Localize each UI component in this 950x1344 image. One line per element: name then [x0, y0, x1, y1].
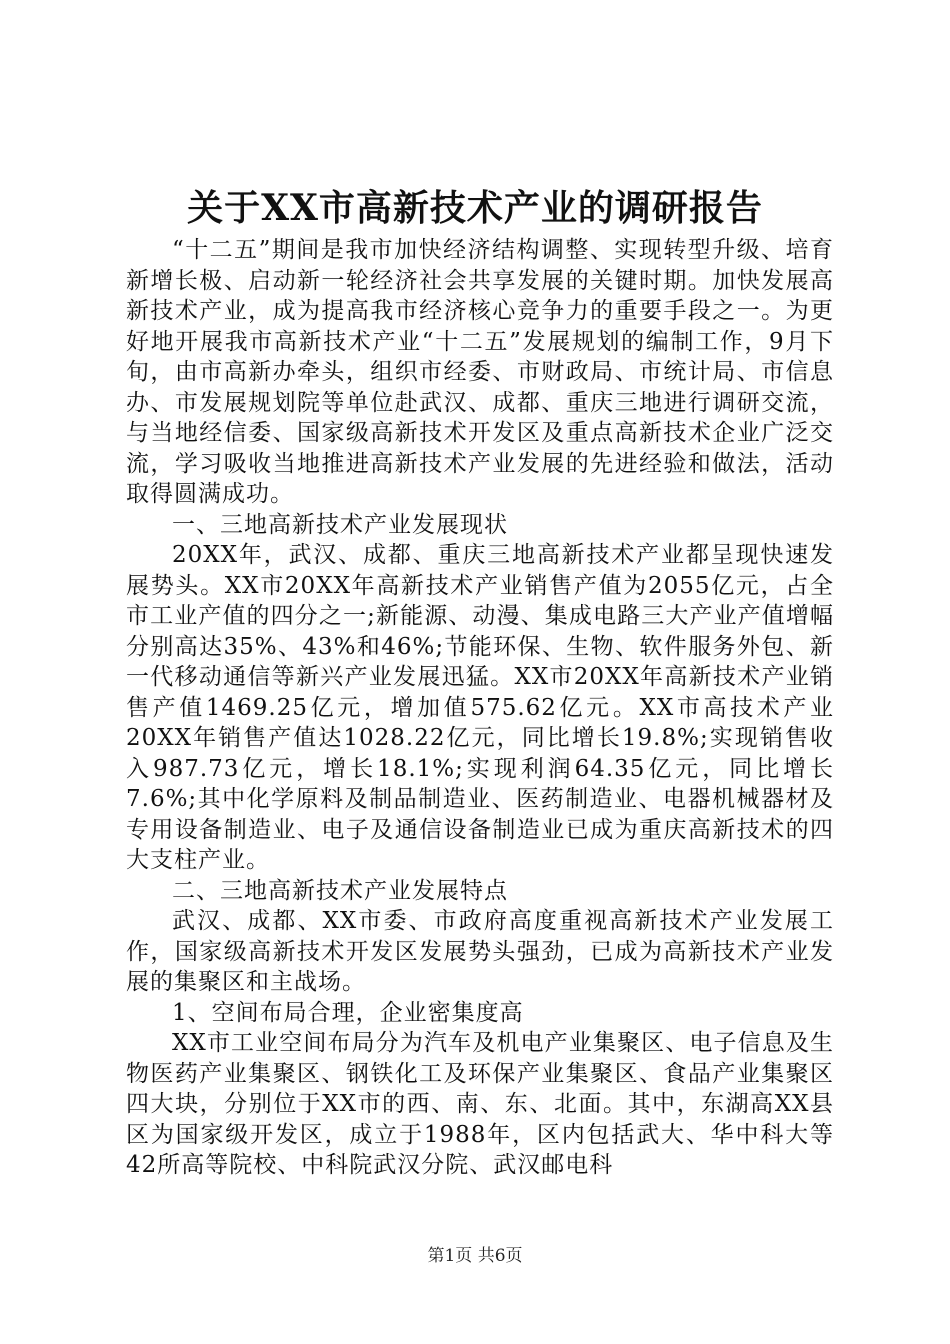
paragraph-intro: “十二五”期间是我市加快经济结构调整、实现转型升级、培育新增长极、启动新一轮经济社会共享发展的关键时期。加快发展高新技术产业，成为提高我市经济核心竞争力的重要手段之一。为更好地开展我市高新技术产业“十二五”发展规划的编制工作，9月下旬，由市高新办牵头，组织市经委、市财政局、市统计局、市信息办、市发展规划院等单位赴武汉、成都、重庆三地进行调研交流，与当地经信委、国家级高新技术开发区及重点高新技术企业广泛交流，学习吸收当地推进高新技术产业发展的先进经验和做法，活动取得圆满成功。	[126, 237, 834, 507]
paragraph-layout: XX市工业空间布局分为汽车及机电产业集聚区、电子信息及生物医药产业集聚区、钢铁化工及环保产业集聚区、食品产业集聚区四大块，分别位于XX市的西、南、东、北面。其中，东湖高XX县区为国家级开发区，成立于1988年，区内包括武大、华中科大等42所高等院校、中科院武汉分院、武汉邮电科	[126, 1030, 834, 1178]
page-number-footer: 第1页 共6页	[427, 1246, 523, 1266]
document-title: 关于XX市高新技术产业的调研报告	[187, 187, 763, 229]
subsection-heading-1: 1、空间布局合理，企业密集度高	[172, 999, 524, 1026]
paragraph-features: 武汉、成都、XX市委、市政府高度重视高新技术产业发展工作，国家级高新技术开发区发展势头强劲，已成为高新技术产业发展的集聚区和主战场。	[126, 908, 834, 995]
section-heading-1: 一、三地高新技术产业发展现状	[172, 511, 508, 538]
section-heading-2: 二、三地高新技术产业发展特点	[172, 877, 508, 904]
document-body	[126, 235, 834, 1181]
paragraph-status: 20XX年，武汉、成都、重庆三地高新技术产业都呈现快速发展势头。XX市20XX年高新技术产业销售产值为2055亿元，占全市工业产值的四分之一;新能源、动漫、集成电路三大产业产值增幅分别高达35%、43%和46%;节能环保、生物、软件服务外包、新一代移动通信等新兴产业发展迅猛。XX市20XX年高新技术产业销售产值1469.25亿元，增加值575.62亿元。XX市高技术产业20XX年销售产值达1028.22亿元，同比增长19.8%;实现销售收入987.73亿元，增长18.1%;实现利润64.35亿元，同比增长7.6%;其中化学原料及制品制造业、医药制造业、电器机械器材及专用设备制造业、电子及通信设备制造业已成为重庆高新技术的四大支柱产业。	[126, 542, 834, 873]
